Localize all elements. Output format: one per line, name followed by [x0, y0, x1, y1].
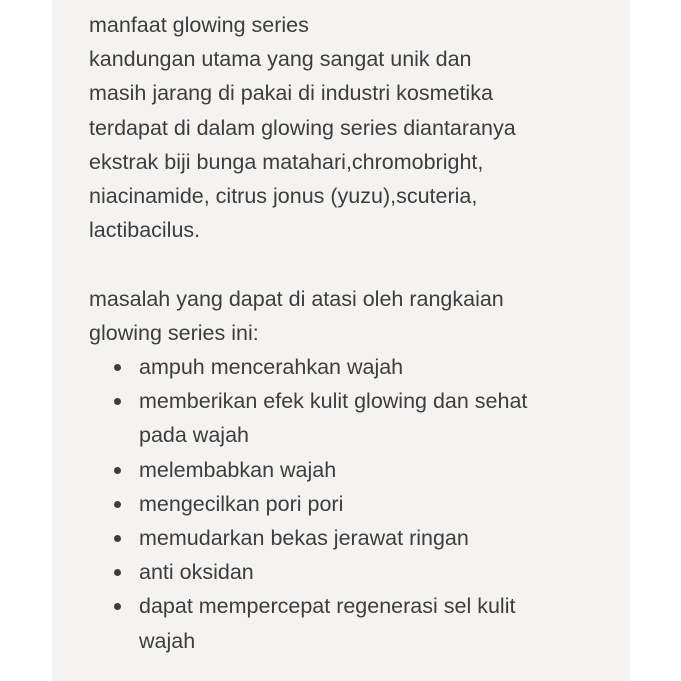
bullet-dot-icon [114, 603, 121, 610]
list-item-text: anti oksidan [139, 560, 254, 585]
list-item [89, 589, 630, 657]
list-item-text: melembabkan wajah [139, 457, 337, 482]
bullet-dot-icon [114, 467, 121, 474]
bullet-dot-icon [114, 535, 121, 542]
list-item [89, 453, 630, 487]
problems-line: masalah yang dapat di atasi oleh rangkaian [89, 286, 504, 311]
intro-line: terdapat di dalam glowing series diantaranya [89, 115, 516, 140]
list-item [89, 521, 630, 555]
note-page [52, 0, 630, 681]
intro-line: lactibacilus. [89, 218, 201, 243]
intro-line: kandungan utama yang sangat unik dan [89, 47, 472, 72]
intro-line: ekstrak biji bunga matahari,chromobright, [89, 149, 484, 174]
intro-paragraph [89, 8, 630, 247]
list-item [89, 384, 630, 452]
list-item-text: dapat mempercepat regenerasi sel kulit [139, 594, 516, 619]
list-item-text: memberikan efek kulit glowing dan sehat [139, 389, 528, 414]
list-item-text: mengecilkan pori pori [139, 491, 344, 516]
list-item [89, 350, 630, 384]
intro-line: niacinamide, citrus jonus (yuzu),scuteria, [89, 184, 478, 209]
problems-line: glowing series ini: [89, 320, 259, 345]
intro-line: masih jarang di pakai di industri kosmetika [89, 81, 493, 106]
bullet-dot-icon [114, 398, 121, 405]
benefits-list [89, 350, 630, 658]
list-item-text: memudarkan bekas jerawat ringan [139, 526, 469, 551]
list-item-text: ampuh mencerahkan wajah [139, 355, 404, 380]
list-item-text: wajah [139, 628, 196, 653]
problems-paragraph [89, 282, 630, 350]
list-item [89, 487, 630, 521]
bullet-dot-icon [114, 364, 121, 371]
bullet-dot-icon [114, 569, 121, 576]
paragraph-spacer [89, 247, 630, 281]
bullet-dot-icon [114, 501, 121, 508]
list-item [89, 555, 630, 589]
list-item-text: pada wajah [139, 423, 249, 448]
note-title: manfaat glowing series [89, 13, 309, 37]
